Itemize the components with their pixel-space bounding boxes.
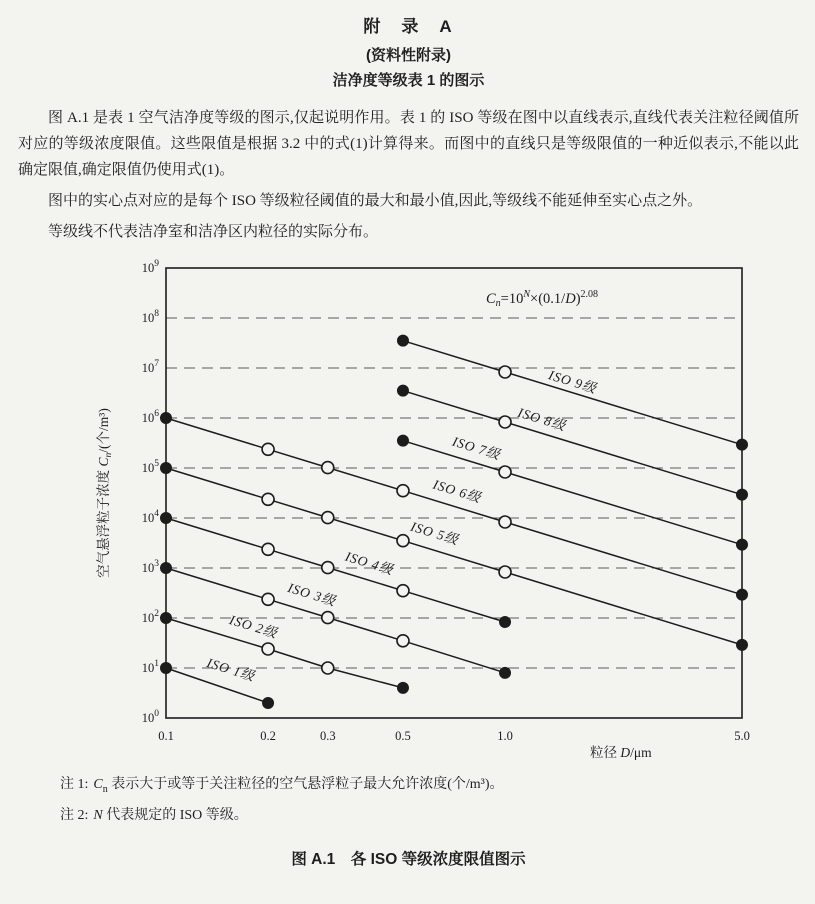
filled-point-iso-4 xyxy=(161,513,172,524)
series-label-iso-6: ISO 6级 xyxy=(431,476,483,506)
note-1-text: 表示大于或等于关注粒径的空气悬浮粒子最大允许浓度(个/m³)。 xyxy=(107,777,504,792)
series-label-iso-7: ISO 7级 xyxy=(450,433,503,463)
x-tick-label-5.0: 5.0 xyxy=(734,729,750,743)
note-1-variable: C xyxy=(93,777,103,792)
figure-area xyxy=(18,251,799,766)
open-point-iso-5 xyxy=(499,566,511,578)
series-line-iso-9 xyxy=(403,341,742,445)
filled-point-iso-7 xyxy=(397,435,408,446)
note-2-variable: N xyxy=(93,807,103,823)
notes-block xyxy=(60,772,799,834)
filled-point-iso-4 xyxy=(500,617,511,628)
y-tick-label-10e0: $10^0$ xyxy=(141,709,159,725)
open-point-iso-5 xyxy=(397,535,409,547)
series-line-iso-2 xyxy=(166,618,403,688)
paragraph-2: 图中的实心点对应的是每个 ISO 等级粒径阈值的最大和最小值,因此,等级线不能延伸至实心点之外。 xyxy=(48,193,703,209)
filled-point-iso-3 xyxy=(161,563,172,574)
note-2 xyxy=(60,803,799,834)
open-point-iso-2 xyxy=(322,662,334,674)
filled-point-iso-5 xyxy=(737,639,748,650)
filled-point-iso-6 xyxy=(737,589,748,600)
filled-point-iso-5 xyxy=(161,463,172,474)
open-point-iso-4 xyxy=(397,585,409,597)
open-point-iso-4 xyxy=(262,543,274,555)
y-tick-label-10e6: $10^6$ xyxy=(141,409,159,425)
open-point-iso-6 xyxy=(499,516,511,528)
x-tick-label-0.1: 0.1 xyxy=(158,729,174,743)
y-tick-label-10e4: $10^4$ xyxy=(141,509,159,525)
note-1-label: 注 1: xyxy=(60,777,89,792)
x-axis-label: 粒径 D/μm xyxy=(590,745,652,760)
open-point-iso-9 xyxy=(499,366,511,378)
filled-point-iso-9 xyxy=(737,439,748,450)
series-label-iso-9: ISO 9级 xyxy=(546,367,599,397)
iso-class-concentration-chart xyxy=(18,251,815,766)
x-tick-label-0.5: 0.5 xyxy=(395,729,411,743)
y-tick-label-10e8: $10^8$ xyxy=(141,309,159,325)
y-axis-label: 空气悬浮粒子浓度 $C_n/$(个/m³) xyxy=(96,408,114,578)
series-label-iso-3: ISO 3级 xyxy=(285,580,338,609)
paragraph-3: 等级线不代表洁净室和洁净区内粒径的实际分布。 xyxy=(48,224,379,240)
series-label-iso-2: ISO 2级 xyxy=(227,612,280,641)
series-label-iso-4: ISO 4级 xyxy=(343,548,396,578)
y-tick-label-10e2: $10^2$ xyxy=(141,609,159,625)
x-tick-label-0.3: 0.3 xyxy=(319,729,336,743)
filled-point-iso-2 xyxy=(161,613,172,624)
open-point-iso-5 xyxy=(322,512,334,524)
filled-point-iso-7 xyxy=(737,539,748,550)
appendix-heading: 洁净度等级表 1 的图示 xyxy=(332,72,485,89)
y-tick-label-10e3: $10^3$ xyxy=(141,559,159,575)
filled-point-iso-3 xyxy=(500,667,511,678)
appendix-title: 附 录 A xyxy=(363,17,454,36)
series-label-iso-1: ISO 1级 xyxy=(205,655,257,685)
x-tick-label-0.2: 0.2 xyxy=(260,729,276,743)
open-point-iso-2 xyxy=(262,643,274,655)
open-point-iso-6 xyxy=(322,462,334,474)
open-point-iso-3 xyxy=(397,635,409,647)
y-tick-label-10e5: $10^5$ xyxy=(141,459,159,475)
note-2-text: 代表规定的 ISO 等级。 xyxy=(102,807,248,823)
filled-point-iso-2 xyxy=(397,682,408,693)
filled-point-iso-1 xyxy=(263,697,274,708)
open-point-iso-8 xyxy=(499,416,511,428)
series-label-iso-8: ISO 8级 xyxy=(516,404,568,434)
open-point-iso-6 xyxy=(397,485,409,497)
figure-caption: 图 A.1 各 ISO 等级浓度限值图示 xyxy=(291,850,526,868)
series-label-iso-5: ISO 5级 xyxy=(408,518,461,548)
filled-point-iso-6 xyxy=(161,413,172,424)
filled-point-iso-8 xyxy=(737,489,748,500)
note-1 xyxy=(60,772,799,803)
y-tick-label-10e7: $10^7$ xyxy=(141,359,159,375)
open-point-iso-5 xyxy=(262,493,274,505)
class-limit-formula: $C_n=10^N\times(0.1/D)^{2.08}$ xyxy=(486,289,599,309)
y-tick-label-10e9: $10^9$ xyxy=(141,259,159,275)
filled-point-iso-9 xyxy=(397,335,408,346)
open-point-iso-3 xyxy=(322,612,334,624)
appendix-subtitle: (资料性附录) xyxy=(366,47,451,64)
filled-point-iso-1 xyxy=(161,663,172,674)
note-2-label: 注 2: xyxy=(60,807,89,823)
y-tick-label-10e1: $10^1$ xyxy=(141,659,159,675)
open-point-iso-6 xyxy=(262,443,274,455)
x-tick-label-1.0: 1.0 xyxy=(497,729,513,743)
open-point-iso-7 xyxy=(499,466,511,478)
paragraph-1: 图 A.1 是表 1 空气洁净度等级的图示,仅起说明作用。表 1 的 ISO 等级在图中以直线表示,直线代表关注粒径阈值所对应的等级浓度限值。这些限值是根据 3.2 中的式(1)计算得来。而图中的直线只是等级限值的一种近似表示,不能以此确定限值,确定限值仍使用式(1)。 xyxy=(18,110,799,178)
open-point-iso-3 xyxy=(262,593,274,605)
note-1-variable-sub: n xyxy=(102,783,108,795)
open-point-iso-4 xyxy=(322,562,334,574)
filled-point-iso-8 xyxy=(397,385,408,396)
